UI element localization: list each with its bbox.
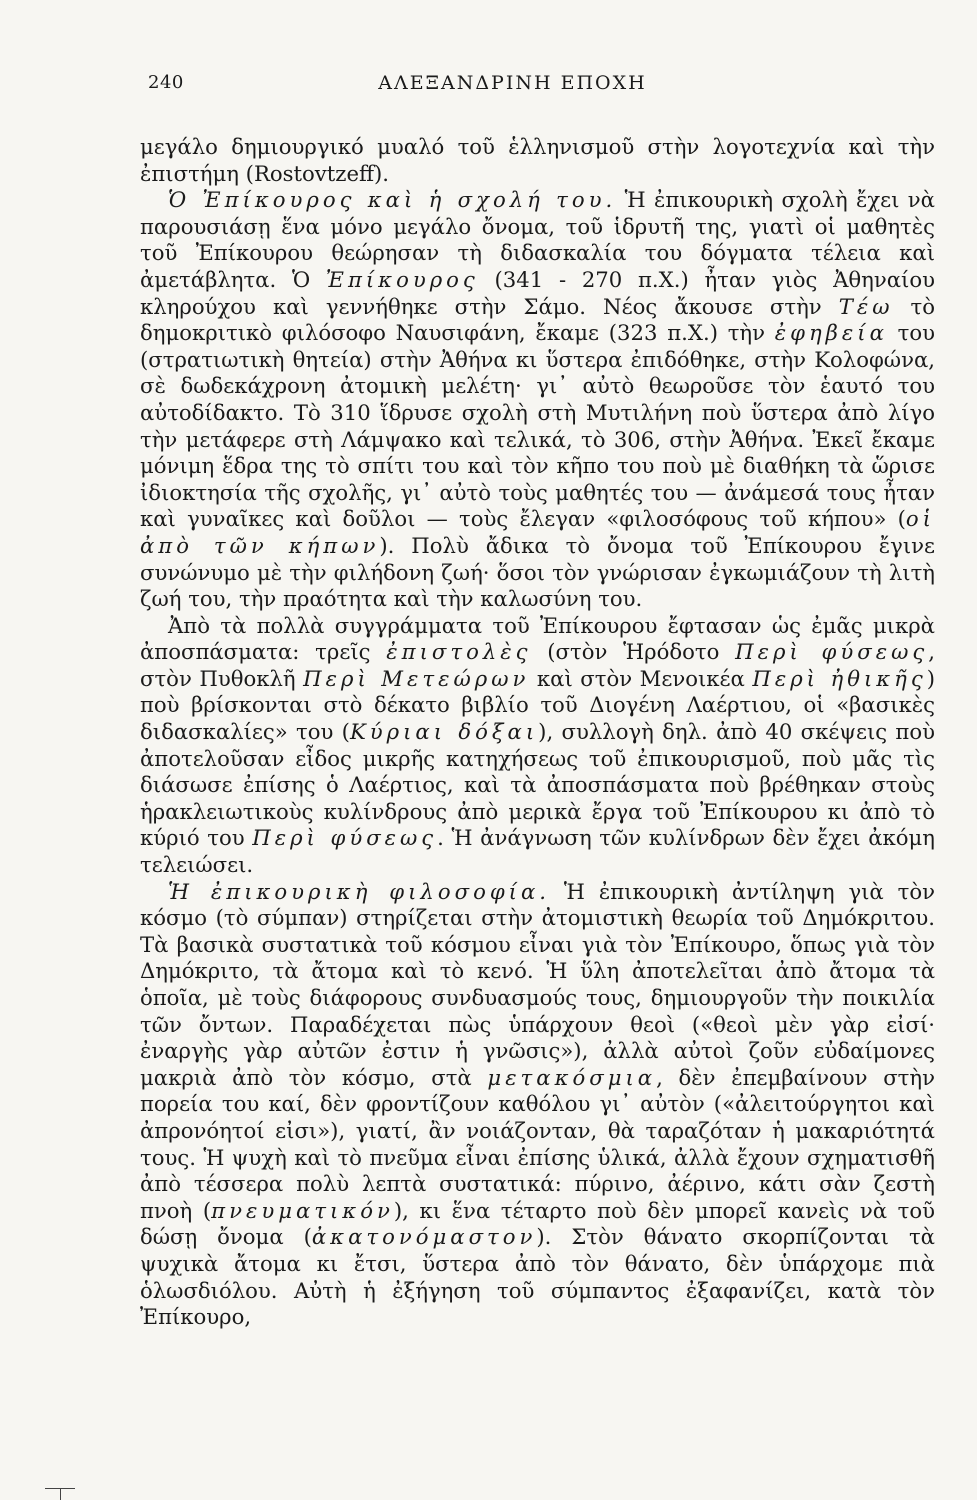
text-run: , στὸν Πυθοκλῆ bbox=[140, 639, 935, 691]
spaced-term: ἀκατονόμαστον bbox=[311, 1224, 537, 1250]
paragraph-writings bbox=[140, 613, 935, 879]
spaced-term: Κύριαι δόξαι bbox=[349, 719, 539, 745]
spaced-term: Περὶ φύσεως bbox=[735, 639, 929, 665]
text-run: ), συλλογὴ δηλ. ἀπὸ 40 σκέψεις ποὺ ἀποτελοῦσαν εἶδος μικρῆς κατηχήσεως τοῦ ἐπικουρισμοῦ, ποὺ μᾶς τὶς διάσωσε ἐπίσης ὁ Λαέρτιος, καὶ τὰ ἀποσπάσματα ποὺ βρέθηκαν στοὺς ἡρακλειωτικοὺς κυλίνδρους ἀπὸ μερικὰ ἔργα τοῦ Ἐπίκουρου κι ἀπὸ τὸ κύριό του bbox=[140, 719, 935, 851]
spaced-term: Ἐπίκουρος bbox=[325, 266, 479, 292]
section-heading: Ὁ Ἐπίκουρος καὶ ἡ σχολή του. bbox=[168, 187, 617, 213]
text-run: καὶ στὸν Μενοικέα bbox=[529, 665, 753, 691]
text-run: , δὲν ἐπεμβαίνουν στὴν πορεία του καί, δὲν φροντίζουν καθόλου γι᾽ αὐτὸν («ἀλειτούργητοι καὶ ἀπρονόητοί εἰσι»), γιατί, ἂν νοιάζονταν, θὰ ταραζόταν ἡ μακαριότητά τους. Ἡ ψυχὴ καὶ τὸ πνεῦμα εἶναι ἐπίσης ὑλικά, ἀλλὰ ἔχουν σχηματισθῆ ἀπὸ τέσσερα πολὺ λεπτὰ συστατικά: πύρινο, ἀέρινο, κάτι σὰν ζεστὴ πνοὴ ( bbox=[140, 1064, 935, 1223]
body-text bbox=[140, 134, 935, 1331]
text-run: (341 - 270 π.Χ.) ἦταν γιὸς Ἀθηναίου κληρούχου καὶ γεννήθηκε στὴν Σάμο. Νέος ἄκουσε στὴν bbox=[140, 266, 935, 319]
text-run: . Ἡ ἀνάγνωση τῶν κυλίνδρων δὲν ἔχει ἀκόμη τελειώσει. bbox=[140, 825, 935, 878]
text-run: (στὸν Ἡρόδοτο bbox=[531, 639, 736, 665]
spaced-term: Τέω bbox=[838, 293, 894, 319]
section-heading: Ἡ ἐπικουρικὴ φιλοσοφία. bbox=[168, 878, 551, 904]
text-run: ). Πολὺ ἄδικα τὸ ὄνομα τοῦ Ἐπίκουρου ἔγινε συνώνυμο μὲ τὴν φιλήδονη ζωή· ὅσοι τὸν γνώρισαν ἐγκωμιάζουν τὴ λιτὴ ζωή του, τὴν πραότητα καὶ τὴν καλωσύνη του. bbox=[140, 532, 935, 612]
spaced-term: Περὶ Μετεώρων bbox=[303, 665, 530, 691]
spaced-term: Περὶ φύσεως bbox=[252, 825, 438, 851]
text-run: Ἀπὸ τὰ πολλὰ συγγράμματα τοῦ Ἐπίκουρου ἔφτασαν ὡς ἐμᾶς μικρὰ ἀποσπάσματα: τρεῖς bbox=[140, 612, 935, 665]
text-run: τὸ δημοκριτικὸ φιλόσοφο Ναυσιφάνη, ἔκαμε (323 π.Χ.) τὴν bbox=[140, 293, 936, 346]
running-head: ΑΛΕΞΑΝΔΡΙΝΗ ΕΠΟΧΗ bbox=[378, 72, 647, 94]
page-header bbox=[148, 72, 917, 102]
text-run: Ἡ ἐπικουρικὴ ἀντίληψη γιὰ τὸν κόσμο (τὸ σύμπαν) στηρίζεται στὴν ἀτομιστικὴ θεωρία τοῦ Δημόκριτου. Τὰ βασικὰ συστατικὰ τοῦ κόσμου εἶναι γιὰ τὸν Ἐπίκουρο, ὅπως γιὰ τὸν Δημόκριτο, τὰ ἄτομα καὶ τὸ κενό. Ἡ ὕλη ἀποτελεῖται ἀπὸ ἄτομα τὰ ὁποῖα, μὲ τοὺς διάφορους συνδυασμούς τους, δημιουργοῦν τὴν ποικιλία τῶν ὄντων. Παραδέχεται πὼς ὑπάρχουν θεοὶ («θεοὶ μὲν γὰρ εἰσί· ἐναργὴς γὰρ αὐτῶν ἐστιν ἡ γνῶσις»), ἀλλὰ αὐτοὶ ζοῦν εὐδαίμονες μακριὰ ἀπὸ τὸν κόσμο, στὰ bbox=[140, 878, 935, 1090]
spaced-term: μετακόσμια bbox=[487, 1064, 657, 1090]
text-run: ) ποὺ βρίσκονται στὸ δέκατο βιβλίο τοῦ Διογένη Λαέρτιου, οἱ «βασικὲς διδασκαλίες» του ( bbox=[140, 665, 936, 745]
spaced-term: Περὶ ἠθικῆς bbox=[752, 665, 927, 691]
spaced-term: ἐφηβεία bbox=[774, 320, 888, 346]
page-number: 240 bbox=[148, 72, 184, 93]
spaced-term: πνευματικόν bbox=[211, 1197, 394, 1223]
text-run: ), κι ἕνα τέταρτο ποὺ δὲν μπορεῖ κανεὶς νὰ τοῦ δώσῃ ὄνομα ( bbox=[140, 1197, 935, 1250]
text-run: μεγάλο δημιουργικό μυαλό τοῦ ἑλληνισμοῦ στὴν λογοτεχνία καὶ τὴν ἐπιστήμη (Rostovtzeff). bbox=[140, 134, 935, 186]
spaced-term: ἐπιστολὲς bbox=[386, 639, 532, 665]
spaced-term: οἱ ἀπὸ τῶν κήπων bbox=[140, 506, 935, 558]
paragraph-epicurus-school bbox=[140, 187, 935, 613]
text-run: του (στρατιωτικὴ θητεία) στὴν Ἀθήνα κι ὕστερα ἐπιδόθηκε, στὴν Κολοφώνα, σὲ δωδεκάχρονη ἀτομικὴ μελέτη· γι᾽ αὐτὸ θεωροῦσε τὸν ἑαυτό του αὐτοδίδακτο. Τὸ 310 ἵδρυσε σχολὴ στὴ Μυτιλήνη ποὺ ὕστερα ἀπὸ λίγο τὴν μετάφερε στὴ Λάμψακο καὶ τελικά, τὸ 306, στὴν Ἀθήνα. Ἐκεῖ ἔκαμε μόνιμη ἕδρα της τὸ σπίτι του καὶ τὸν κῆπο του ποὺ μὲ διαθήκη τὰ ὥρισε ἰδιοκτησία τῆς σχολῆς, γι᾽ αὐτὸ τοὺς μαθητές του — ἀνάμεσά τους ἦταν καὶ γυναῖκες καὶ δοῦλοι — τοὺς ἔλεγαν «φιλοσόφους τοῦ κήπου» ( bbox=[140, 320, 935, 532]
paragraph-continuation bbox=[140, 134, 935, 187]
printer-mark bbox=[45, 1480, 75, 1500]
text-run: ). Στὸν θάνατο σκορπίζονται τὰ ψυχικὰ ἄτομα κι ἔτσι, ὕστερα ἀπὸ τὸν θάνατο, δὲν ὑπάρχομε πιὰ ὁλωσδιόλου. Αὐτὴ ἡ ἐξήγηση τοῦ σύμπαντος ἐξαφανίζει, κατὰ τὸν Ἐπίκουρο, bbox=[140, 1224, 935, 1330]
text-run: Ἡ ἐπικουρικὴ σχολὴ ἔχει νὰ παρουσιάσῃ ἕνα μόνο μεγάλο ὄνομα, τοῦ ἱδρυτῆ της, γιατὶ οἱ μαθητὲς τοῦ Ἐπίκουρου θεώρησαν τὴ διδασκαλία του δόγματα τέλεια καὶ ἀμετάβλητα. Ὁ bbox=[140, 187, 935, 292]
paragraph-epicurean-philosophy bbox=[140, 879, 935, 1331]
